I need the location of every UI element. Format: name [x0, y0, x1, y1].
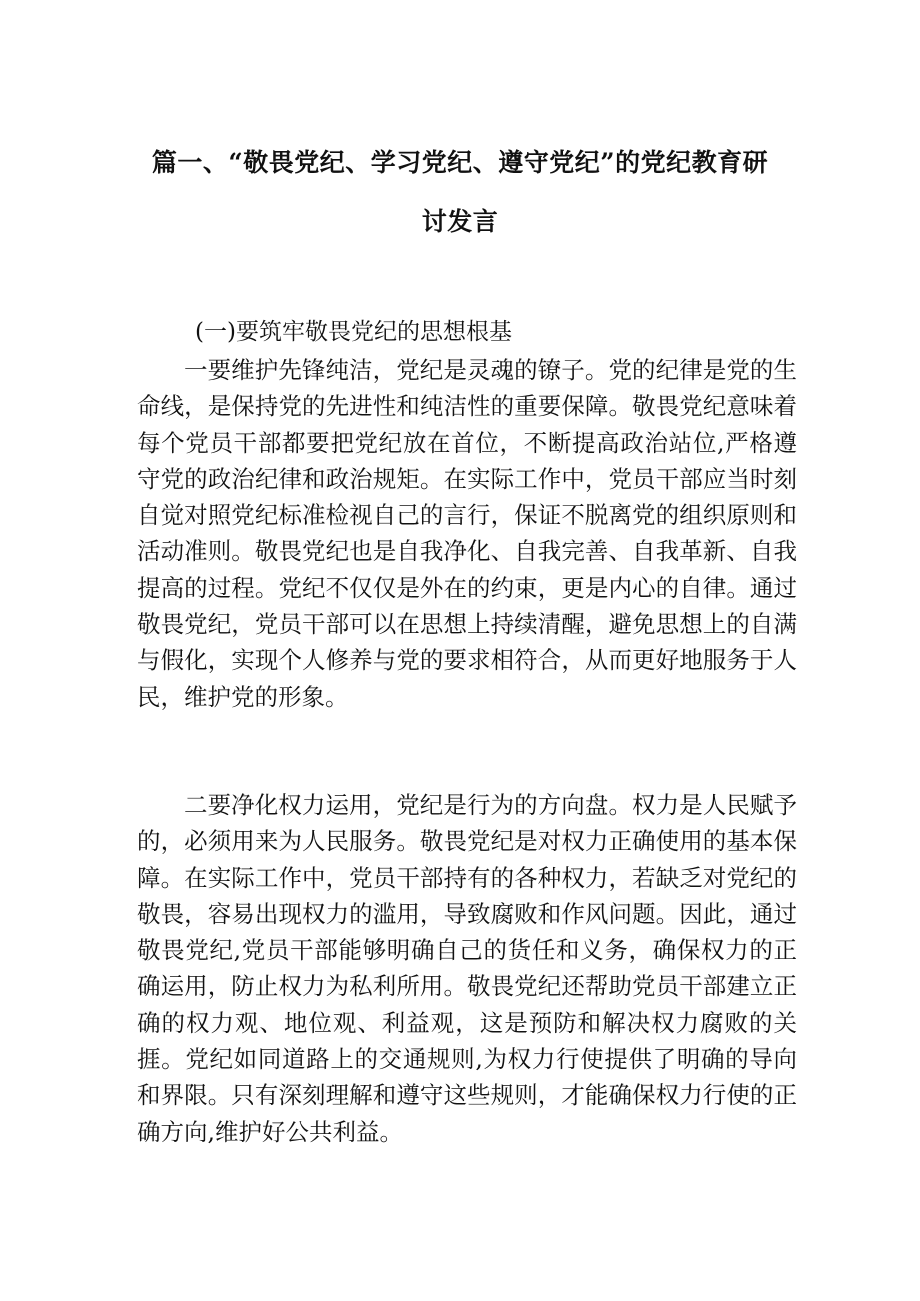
- paragraph-2: 二要净化权力运用，党纪是行为的方向盘。权力是人民赋予的，必须用来为人民服务。敬畏党纪是对权力正确使用的基本保障。在实际工作中，党员干部持有的各种权力，若缺乏对党纪的敬畏，容易出现权力的滥用，导致腐败和作风问题。因此，通过敬畏党纪,党员干部能够明确自己的货任和义务，确保权力的正确运用，防止权力为私利所用。敬畏党纪还帮助党员干部建立正确的权力观、地位观、利益观，这是预防和解决权力腐败的关捱。党纪如同道路上的交通规则,为权力行使提供了明确的导向和界限。只有深刻理解和遵守这些规则，才能确保权力行使的正确方向,维护好公共利益。: [137, 791, 797, 1146]
- document-title-line-2: 讨发言: [421, 207, 499, 236]
- section-heading: (一)要筑牢敬畏党纪的思想根基: [195, 319, 512, 345]
- paragraph-1: 一要维护先锋纯洁，党纪是灵魂的镣子。党的纪律是党的生命线，是保持党的先进性和纯洁性的重要保障。敬畏党纪意味着每个党员干部都要把党纪放在首位，不断提高政治站位,严格遵守党的政治纪律和政治规矩。在实际工作中，党员干部应当时刻自觉对照党纪标准检视自己的言行，保证不脱离党的组织原则和活动准则。敬畏党纪也是自我净化、自我完善、自我革新、自我提高的过程。党纪不仅仅是外在的约束，更是内心的自律。通过敬畏党纪，党员干部可以在思想上持续清醒，避免思想上的自满与假化，实现个人修养与党的要求相符合，从而更好地服务于人民，维护党的形象。: [137, 356, 797, 711]
- document-title-line-1: 篇一、“敬畏党纪、学习党纪、遵守党纪”的党纪教育研: [151, 148, 769, 177]
